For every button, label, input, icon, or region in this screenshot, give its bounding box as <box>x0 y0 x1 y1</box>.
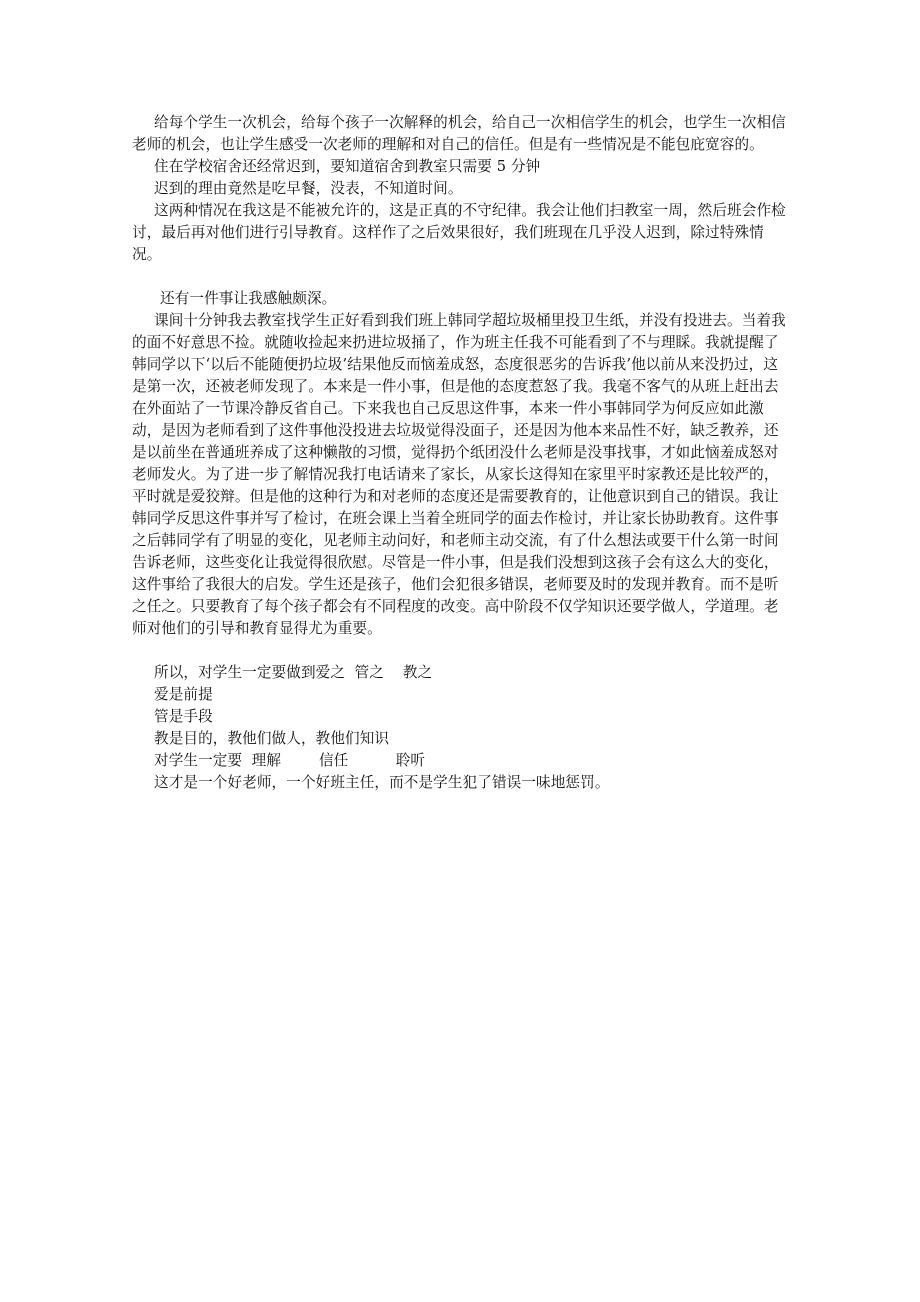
paragraph-another-event: 还有一件事让我感触颇深。 <box>160 290 337 307</box>
paragraph-dorm-late: 住在学校宿舍还经常迟到，要知道宿舍到教室只需要 5 分钟 <box>154 158 541 175</box>
paragraph-teach-goal: 教是目的，教他们做人，教他们知识 <box>154 730 390 747</box>
paragraph-love-premise: 爱是前提 <box>154 686 213 703</box>
paragraph-late-reason: 迟到的理由竟然是吃早餐，没表，不知道时间。 <box>154 180 463 197</box>
paragraph-good-teacher: 这才是一个好老师，一个好班主任，而不是学生犯了错误一味地惩罚。 <box>154 774 610 791</box>
paragraph-understand-trust-listen: 对学生一定要 理解 信任 聆听 <box>154 752 426 769</box>
blank-line <box>132 640 792 662</box>
paragraph-opportunity: 给每个学生一次机会，给每个孩子一次解释的机会，给自己一次相信学生的机会，也学生一次相信老师的机会，也让学生感受一次老师的理解和对自己的信任。但是有一些情况是不能包庇宽容的。 <box>132 114 786 153</box>
document-body <box>132 112 792 794</box>
paragraph-love-manage-teach: 所以，对学生一定要做到爱之 管之 教之 <box>154 664 433 681</box>
paragraph-manage-means: 管是手段 <box>154 708 213 725</box>
paragraph-discipline: 这两种情况在我这是不能被允许的，这是正真的不守纪律。我会让他们扫教室一周，然后班会作检讨，最后再对他们进行引导教育。这样作了之后效果很好，我们班现在几乎没人迟到，除过特殊情况。 <box>132 202 786 263</box>
conclusion-block <box>132 662 792 794</box>
paragraph-han-story: 课间十分钟我去教室找学生正好看到我们班上韩同学超垃圾桶里投卫生纸，并没有投进去。当着我的面不好意思不捡。就随收捡起来扔进垃圾捅了，作为班主任我不可能看到了不与理睬。我就提醒了韩同学以下‘以后不能随便扔垃圾’结果他反而恼羞成怒，态度很恶劣的告诉我’他以前从来没扔过，这是第一次，还被老师发现了。本来是一件小事，但是他的态度惹怒了我。我毫不客气的从班上赶出去在外面站了一节课冷静反省自己。下来我也自己反思这件事，本来一件小事韩同学为何反应如此激动，是因为老师看到了这件事他没投进去垃圾觉得没面子，还是因为他本来品性不好，缺乏教养，还是以前坐在普通班养成了这种懒散的习惯，觉得扔个纸团没什么老师是没事找事，才如此恼羞成怒对老师发火。为了进一步了解情况我打电话请来了家长，从家长这得知在家里平时家教还是比较严的，平时就是爱狡辩。但是他的这种行为和对老师的态度还是需要教育的，让他意识到自己的错误。我让韩同学反思这件事并写了检讨，在班会课上当着全班同学的面去作检讨，并让家长协助教育。这件事之后韩同学有了明显的变化，见老师主动问好，和老师主动交流，有了什么想法或要干什么第一时间告诉老师，这些变化让我觉得很欣慰。尽管是一件小事，但是我们没想到这孩子会有这么大的变化，这件事给了我很大的启发。学生还是孩子，他们会犯很多错误，老师要及时的发现并教育。而不是听之任之。只要教育了每个孩子都会有不同程度的改变。高中阶段不仅学知识还要学做人，学道理。老师对他们的引导和教育显得尤为重要。 <box>132 312 786 637</box>
blank-line <box>132 266 792 288</box>
